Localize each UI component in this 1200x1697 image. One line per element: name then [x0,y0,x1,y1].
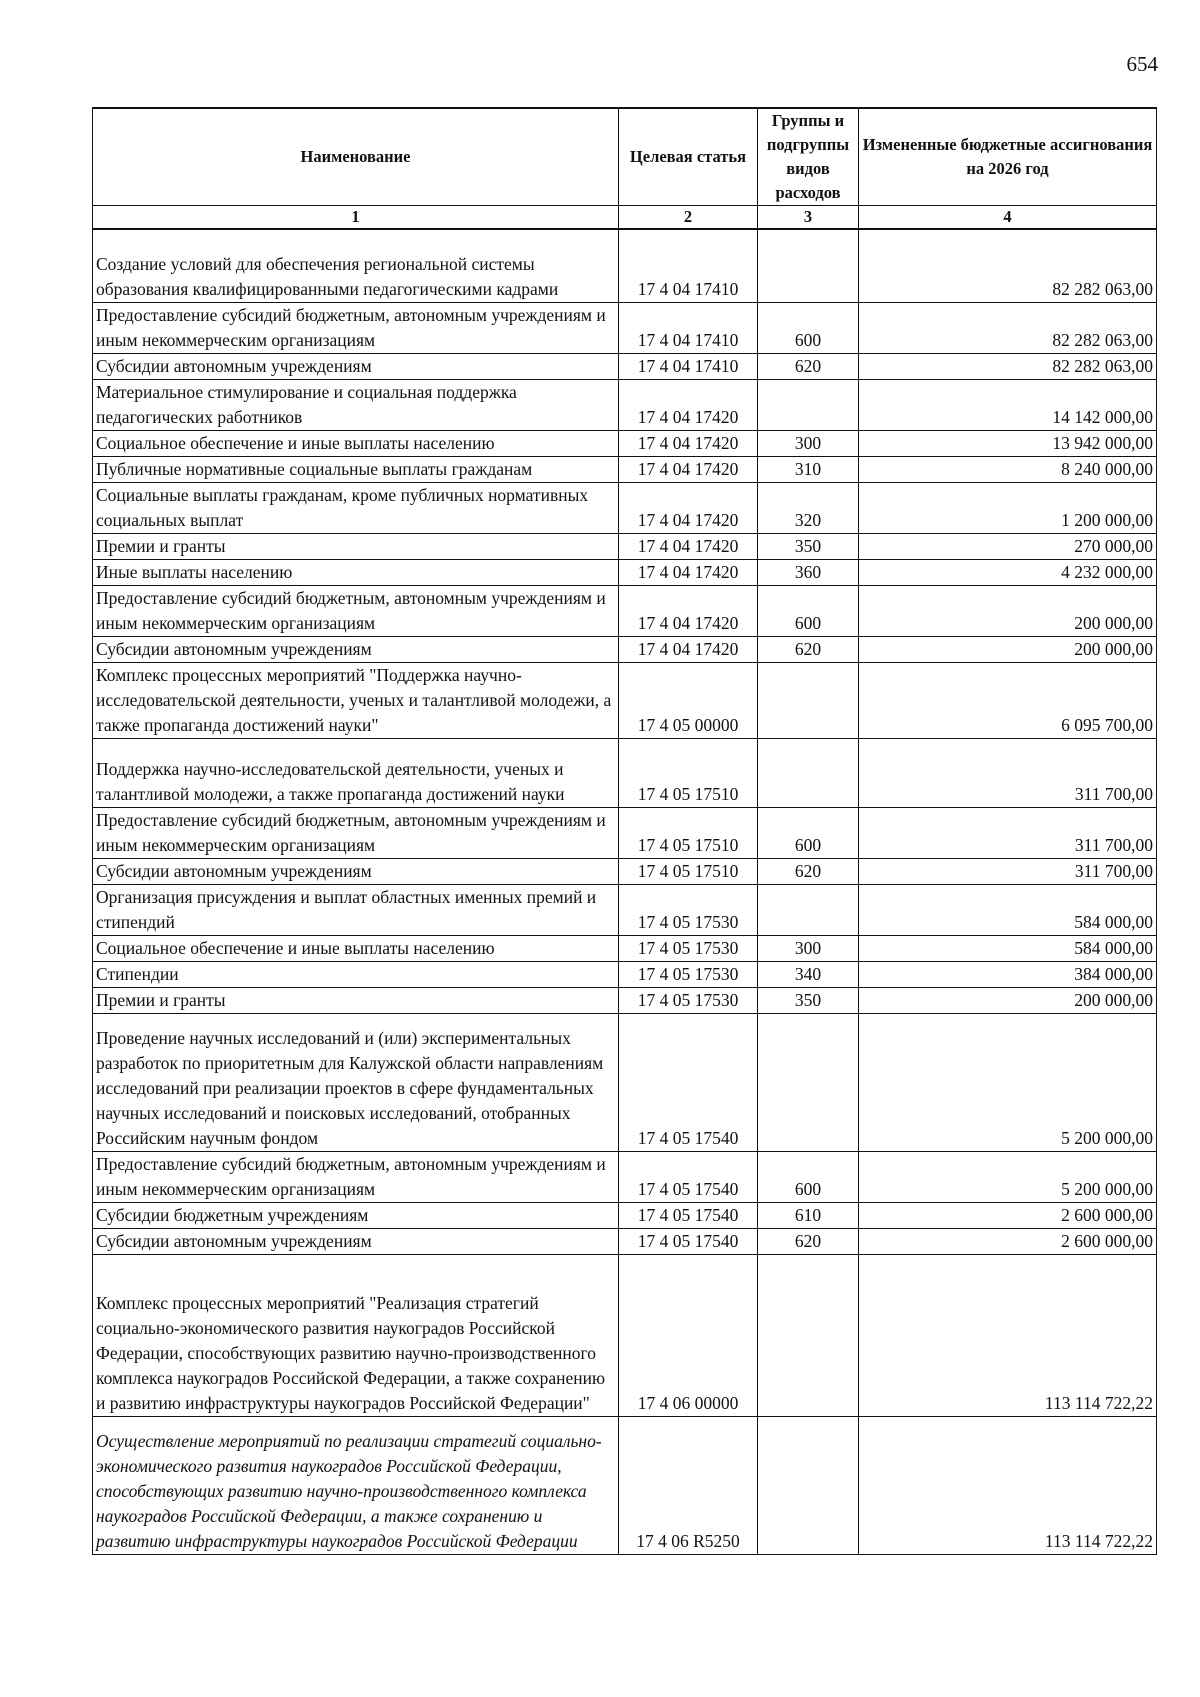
header-amount: Измененные бюджетные ассигнования на 2026 год [859,108,1157,206]
header-name: Наименование [93,108,619,206]
table-row [93,379,1157,430]
row-name: Предоставление субсидий бюджетным, автономным учреждениям и иным некоммерческим организациям [93,1151,619,1202]
row-code: 17 4 04 17420 [619,585,758,636]
table-row [93,858,1157,884]
header-code: Целевая статья [619,108,758,206]
row-name: Предоставление субсидий бюджетным, автономным учреждениям и иным некоммерческим организациям [93,585,619,636]
row-amount: 4 232 000,00 [859,559,1157,585]
row-code: 17 4 04 17420 [619,636,758,662]
row-name: Осуществление мероприятий по реализации стратегий социально-экономического развития наукоградов Российской Федерации, способствующих развитию научно-производственного комплекса наукоградов Российской Федерации, а также сохранению и развитию инфраструктуры наукоградов Российской Федерации [93,1416,619,1554]
row-group: 310 [758,456,859,482]
row-code: 17 4 05 17540 [619,1151,758,1202]
table-row [93,636,1157,662]
row-group [758,379,859,430]
row-code: 17 4 05 17530 [619,987,758,1013]
table-row [93,807,1157,858]
table-row [93,302,1157,353]
row-name: Организация присуждения и выплат областных именных премий и стипендий [93,884,619,935]
row-code: 17 4 05 17510 [619,858,758,884]
row-code: 17 4 04 17420 [619,456,758,482]
row-amount: 5 200 000,00 [859,1151,1157,1202]
row-code: 17 4 05 17530 [619,935,758,961]
row-code: 17 4 05 17540 [619,1228,758,1254]
row-group: 600 [758,1151,859,1202]
table-row [93,456,1157,482]
row-name: Публичные нормативные социальные выплаты гражданам [93,456,619,482]
row-amount: 5 200 000,00 [859,1013,1157,1151]
row-group: 620 [758,353,859,379]
row-code: 17 4 06 00000 [619,1254,758,1416]
table-row [93,585,1157,636]
row-name: Предоставление субсидий бюджетным, автономным учреждениям и иным некоммерческим организациям [93,302,619,353]
table-row [93,1013,1157,1151]
row-amount: 6 095 700,00 [859,662,1157,738]
row-amount: 2 600 000,00 [859,1228,1157,1254]
row-name: Стипендии [93,961,619,987]
table-row [93,987,1157,1013]
row-group: 300 [758,935,859,961]
row-group [758,662,859,738]
row-amount: 200 000,00 [859,987,1157,1013]
row-code: 17 4 04 17420 [619,430,758,456]
column-number: 2 [619,206,758,230]
row-code: 17 4 04 17420 [619,559,758,585]
row-group: 600 [758,302,859,353]
row-code: 17 4 04 17410 [619,302,758,353]
row-code: 17 4 05 17530 [619,961,758,987]
row-amount: 1 200 000,00 [859,482,1157,533]
row-name: Субсидии автономным учреждениям [93,858,619,884]
row-amount: 584 000,00 [859,884,1157,935]
row-code: 17 4 04 17420 [619,379,758,430]
row-amount: 82 282 063,00 [859,353,1157,379]
table-row [93,482,1157,533]
row-name: Материальное стимулирование и социальная поддержка педагогических работников [93,379,619,430]
row-group: 340 [758,961,859,987]
row-group: 620 [758,1228,859,1254]
row-name: Социальные выплаты гражданам, кроме публичных нормативных социальных выплат [93,482,619,533]
row-amount: 113 114 722,22 [859,1416,1157,1554]
row-group: 620 [758,858,859,884]
row-amount: 311 700,00 [859,858,1157,884]
table-row [93,353,1157,379]
row-name: Комплекс процессных мероприятий "Поддержка научно-исследовательской деятельности, ученых и талантливой молодежи, а также пропаганда достижений науки" [93,662,619,738]
row-name: Субсидии автономным учреждениям [93,1228,619,1254]
row-group [758,1416,859,1554]
row-code: 17 4 05 17510 [619,738,758,807]
row-group: 600 [758,807,859,858]
table-row [93,662,1157,738]
table-row [93,1416,1157,1554]
row-group: 350 [758,987,859,1013]
row-group [758,738,859,807]
row-amount: 8 240 000,00 [859,456,1157,482]
table-row [93,229,1157,302]
row-name: Субсидии автономным учреждениям [93,636,619,662]
row-name: Премии и гранты [93,987,619,1013]
table-row [93,430,1157,456]
row-amount: 384 000,00 [859,961,1157,987]
budget-table [92,107,1157,1555]
row-amount: 200 000,00 [859,636,1157,662]
table-row [93,1151,1157,1202]
header-group: Группы и подгруппы видов расходов [758,108,859,206]
table-row [93,884,1157,935]
row-name: Создание условий для обеспечения региональной системы образования квалифицированными педагогическими кадрами [93,229,619,302]
table-row [93,961,1157,987]
row-name: Премии и гранты [93,533,619,559]
row-name: Социальное обеспечение и иные выплаты населению [93,430,619,456]
column-number: 1 [93,206,619,230]
row-amount: 311 700,00 [859,807,1157,858]
row-group [758,884,859,935]
row-name: Субсидии бюджетным учреждениям [93,1202,619,1228]
row-amount: 82 282 063,00 [859,229,1157,302]
row-code: 17 4 04 17420 [619,482,758,533]
row-group: 600 [758,585,859,636]
row-name: Иные выплаты населению [93,559,619,585]
row-code: 17 4 05 17510 [619,807,758,858]
row-code: 17 4 05 00000 [619,662,758,738]
row-name: Поддержка научно-исследовательской деятельности, ученых и талантливой молодежи, а также пропаганда достижений науки [93,738,619,807]
table-row [93,1254,1157,1416]
table-row [93,1228,1157,1254]
row-group: 620 [758,636,859,662]
row-group [758,1013,859,1151]
page-number: 654 [1126,52,1158,76]
table-row [93,533,1157,559]
row-group: 360 [758,559,859,585]
row-code: 17 4 04 17420 [619,533,758,559]
row-group: 610 [758,1202,859,1228]
row-group: 320 [758,482,859,533]
row-code: 17 4 05 17540 [619,1013,758,1151]
table-row [93,1202,1157,1228]
row-name: Предоставление субсидий бюджетным, автономным учреждениям и иным некоммерческим организациям [93,807,619,858]
row-group: 300 [758,430,859,456]
row-group [758,229,859,302]
row-amount: 584 000,00 [859,935,1157,961]
column-number: 3 [758,206,859,230]
row-name: Проведение научных исследований и (или) экспериментальных разработок по приоритетным для Калужской области направлениям исследований при реализации проектов в сфере фундаментальных научных исследований и поисковых исследований, отобранных Российским научным фондом [93,1013,619,1151]
table-row [93,559,1157,585]
row-code: 17 4 05 17530 [619,884,758,935]
row-amount: 14 142 000,00 [859,379,1157,430]
table-row [93,738,1157,807]
row-amount: 311 700,00 [859,738,1157,807]
row-group: 350 [758,533,859,559]
row-amount: 200 000,00 [859,585,1157,636]
row-name: Комплекс процессных мероприятий "Реализация стратегий социально-экономического развития наукоградов Российской Федерации, способствующих развитию научно-производственного комплекса наукоградов Российской Федерации, а также сохранению и развитию инфраструктуры наукоградов Российской Федерации" [93,1254,619,1416]
row-code: 17 4 06 R5250 [619,1416,758,1554]
row-amount: 2 600 000,00 [859,1202,1157,1228]
row-name: Субсидии автономным учреждениям [93,353,619,379]
row-code: 17 4 04 17410 [619,353,758,379]
row-amount: 270 000,00 [859,533,1157,559]
table-row [93,935,1157,961]
row-amount: 113 114 722,22 [859,1254,1157,1416]
row-group [758,1254,859,1416]
row-amount: 82 282 063,00 [859,302,1157,353]
row-code: 17 4 05 17540 [619,1202,758,1228]
row-amount: 13 942 000,00 [859,430,1157,456]
column-number: 4 [859,206,1157,230]
row-name: Социальное обеспечение и иные выплаты населению [93,935,619,961]
row-code: 17 4 04 17410 [619,229,758,302]
